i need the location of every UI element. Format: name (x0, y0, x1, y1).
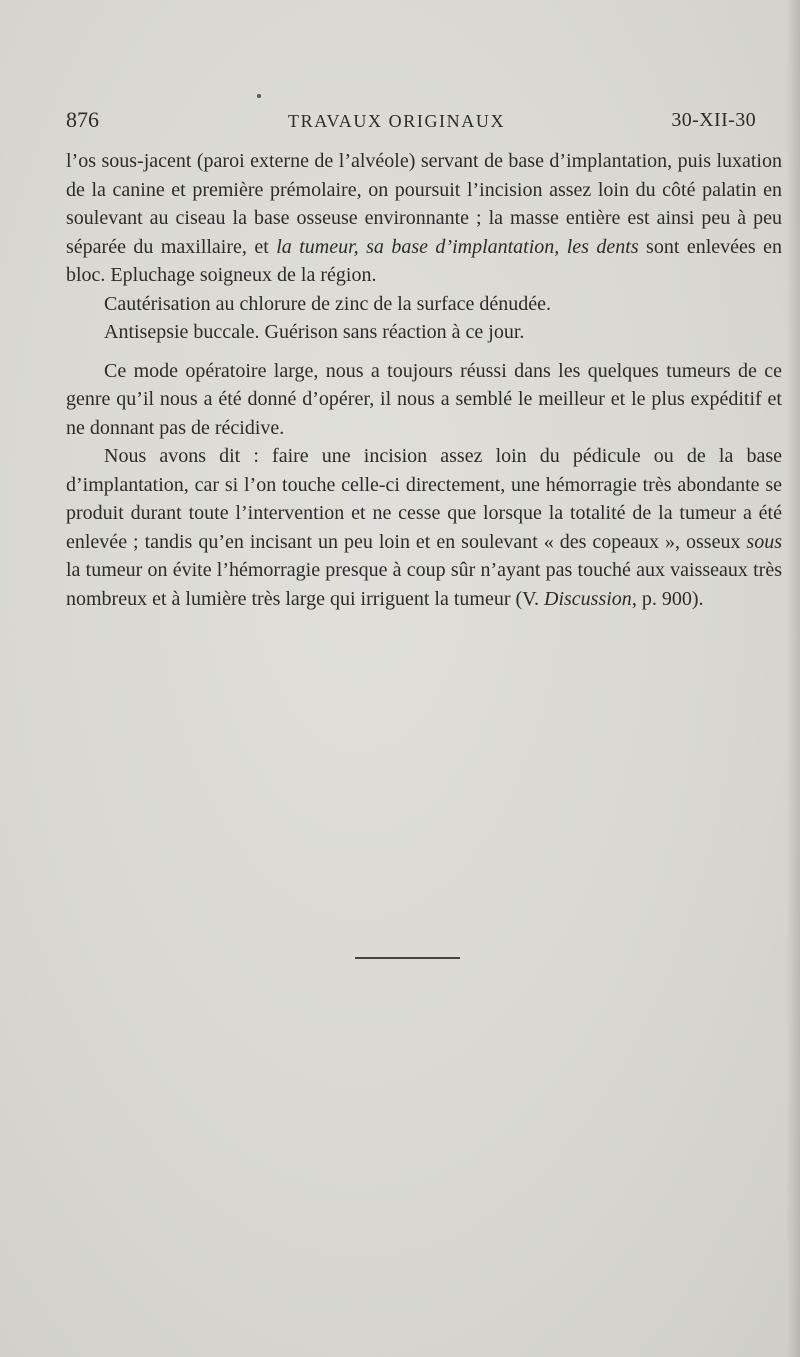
paragraph-5-text-c: la tumeur on évite l’hémorragie presque à coup sûr n’ayant pas touché aux vaisseaux très nombreux et à lumière très large qui irriguent la tumeur (V. (66, 559, 782, 610)
paragraph-2: Cautérisation au chlorure de zinc de la surface dénudée. (104, 292, 552, 315)
paragraph-5-italic-sous: sous (746, 530, 782, 553)
running-title: TRAVAUX ORIGINAUX (288, 111, 506, 131)
paragraph-5-italic-discussion: Discussion (544, 587, 632, 610)
paragraph-5 (66, 442, 782, 613)
header-date: 30-XII-30 (671, 109, 756, 131)
paragraph-4: Ce mode opératoire large, nous a toujours réussi dans les quelques tumeurs de ce genre qu’il nous a été donné d’opérer, il nous a semblé le meilleur et le plus expéditif et ne donnant pas de récidive. (66, 359, 782, 439)
section-end-rule (355, 957, 460, 959)
paragraph-1 (66, 147, 782, 290)
paragraph-5-text-a: Nous avons dit : faire une incision assez loin du pédicule ou de la base d’implantation, car si l’on touche celle-ci directement, une hémorragie très abondante se produit durant toute l’intervention et ne cesse que lorsque la totalité de la tumeur a été enlevée ; tandis qu’en incisant un peu loin et en soulevant « des copeaux », osseux (66, 445, 782, 553)
page-edge-shadow (786, 0, 800, 1357)
paragraph-3: Antisepsie buccale. Guérison sans réaction à ce jour. (104, 321, 525, 343)
paragraph-1-text-a: l’os sous-jacent (paroi externe de l’alvéole) servant de base d’implantation, puis luxation de la canine et première prémolaire, on poursuit l’incision assez loin du côté palatin en soulevant au ciseau la base osseuse environnante ; la masse entière est ainsi peu à peu séparée du maxillaire, et (66, 150, 782, 258)
paragraph-1-text-c: sont enlevées en bloc. Epluchage soigneux de la région. (66, 235, 782, 286)
body-text (66, 147, 782, 613)
ink-speck (257, 94, 261, 98)
paragraph-1-italic: la tumeur, sa base d’implantation, les dents (276, 235, 639, 258)
page-number: 876 (66, 107, 99, 132)
paragraph-5-text-e: , p. 900). (631, 587, 704, 610)
running-header (66, 107, 756, 141)
